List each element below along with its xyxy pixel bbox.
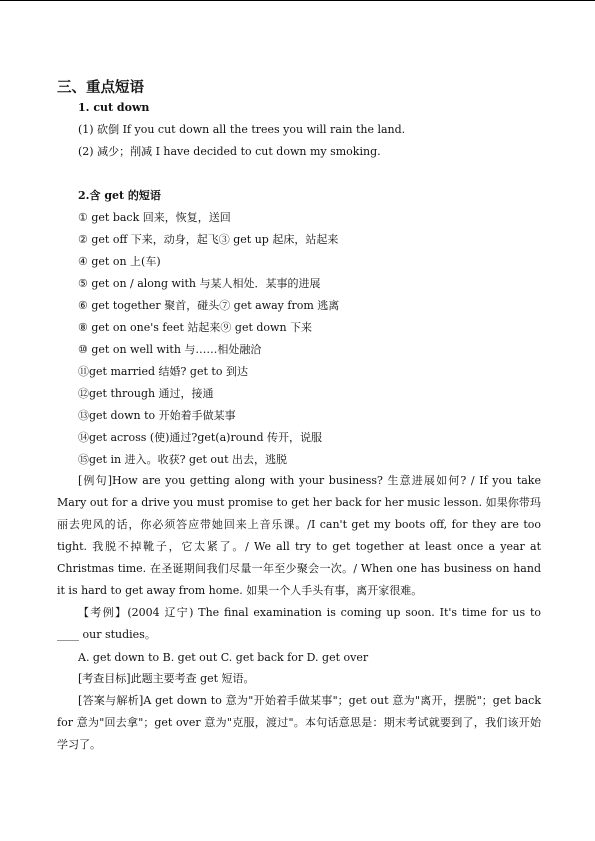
top-rule: [0, 0, 595, 1]
exam-target: [考查目标]此题主要考查 get 短语。: [78, 672, 255, 685]
get-phrase-item: ④ get on 上(车): [78, 255, 161, 268]
get-phrase-item: ⑭get across (使)通过?get(a)round 传开，说服: [78, 431, 323, 444]
answer-analysis: [答案与解析]A get down to 意为"开始着手做某事"；get out 意为"离开，摆脱"；get back for 意为"回去拿"；get over 意为"克服，渡过"。本句话意思是：期末考试就要到了，我们该开始学习了。: [57, 694, 541, 751]
section-heading: 三、重点短语: [57, 79, 144, 96]
example-sentences: [例句]How are you getting along with your business? 生意进展如何? / If you take Mary out for a drive you must promise to get her back for her music lesson. 如果你带玛丽去兜风的话，你必须答应带她回来上音乐课。/I can't get my boots off, for they are too tight. 我脱不掉靴子，它太紧了。/ We all try to get together at least once a year at Christmas time. 在圣诞期间我们尽量一年至少聚会一次。/ When one has business on hand it is hard to get away from home. 如果一个人手头有事，离开家很难。: [57, 474, 541, 597]
exam-options: A. get down to B. get out C. get back for D. get over: [78, 651, 369, 664]
get-phrase-item: ⑥ get together 聚首，碰头⑦ get away from 逃离: [78, 299, 340, 312]
get-phrase-item: ⑩ get on well with 与……相处融洽: [78, 343, 262, 356]
cut-down-item-1: (1) 砍倒 If you cut down all the trees you will rain the land.: [78, 123, 406, 136]
get-phrase-item: ⑪get married 结婚? get to 到达: [78, 365, 248, 378]
get-phrases-title: 2.含 get 的短语: [78, 189, 161, 202]
get-phrase-item: ⑧ get on one's feet 站起来⑨ get down 下来: [78, 321, 313, 334]
get-phrase-item: ① get back 回来，恢复，送回: [78, 211, 231, 224]
exam-question: 【考例】(2004 辽宁) The final examination is coming up soon. It's time for us to ____ our studies。: [57, 606, 541, 641]
get-phrase-item: ⑬get down to 开始着手做某事: [78, 409, 236, 422]
get-phrase-item: ⑮get in 进入。收获? get out 出去，逃脱: [78, 453, 288, 466]
get-phrase-item: ② get off 下来，动身，起飞③ get up 起床，站起来: [78, 233, 339, 246]
get-phrase-item: ⑤ get on / along with 与某人相处．某事的进展: [78, 277, 321, 290]
cut-down-item-2: (2) 减少；削减 I have decided to cut down my smoking.: [78, 145, 381, 158]
cut-down-title: 1. cut down: [78, 101, 150, 114]
get-phrase-item: ⑫get through 通过，接通: [78, 387, 214, 400]
